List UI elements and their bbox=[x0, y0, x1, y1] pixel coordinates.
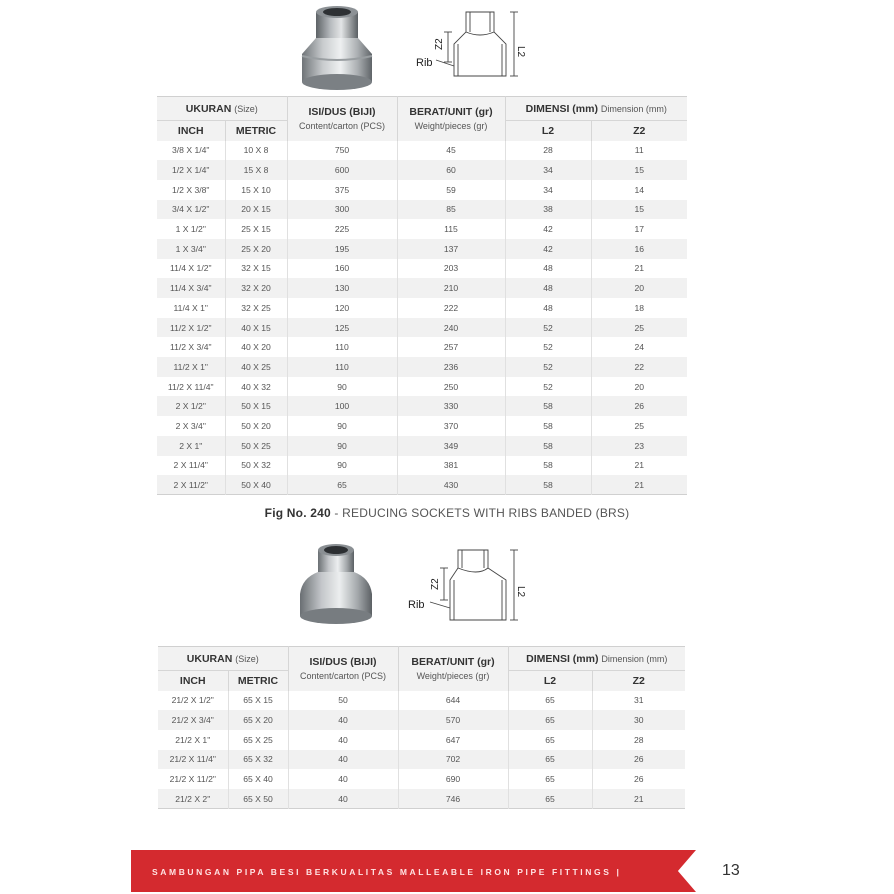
metric-cell: 65 X 25 bbox=[228, 730, 288, 750]
content-cell: 40 bbox=[288, 789, 398, 809]
z2-cell: 26 bbox=[592, 750, 685, 770]
weight-cell: 430 bbox=[397, 475, 505, 495]
weight-cell: 236 bbox=[397, 357, 505, 377]
table-row bbox=[157, 475, 687, 495]
inch-cell: 2 X 3/4" bbox=[157, 416, 225, 436]
content-cell: 375 bbox=[287, 180, 397, 200]
content-cell: 90 bbox=[287, 377, 397, 397]
isi-header: ISI/DUS (BIJI) Content/carton (PCS) bbox=[288, 647, 398, 691]
content-cell: 90 bbox=[287, 436, 397, 456]
inch-cell: 11/2 X 11/4" bbox=[157, 377, 225, 397]
metric-cell: 65 X 15 bbox=[228, 691, 288, 711]
l2-cell: 65 bbox=[508, 769, 592, 789]
table-row bbox=[157, 436, 687, 456]
inch-cell: 11/4 X 1" bbox=[157, 298, 225, 318]
l2-cell: 52 bbox=[505, 337, 591, 357]
weight-cell: 45 bbox=[397, 141, 505, 161]
metric-cell: 32 X 20 bbox=[225, 278, 287, 298]
inch-header: INCH bbox=[157, 121, 225, 141]
z2-cell: 15 bbox=[591, 160, 687, 180]
table-row bbox=[157, 180, 687, 200]
inch-cell: 2 X 1/2" bbox=[157, 396, 225, 416]
inch-cell: 21/2 X 2" bbox=[158, 789, 228, 809]
rib-label: Rib bbox=[416, 57, 433, 69]
dimensi-header: DIMENSI (mm) Dimension (mm) bbox=[505, 97, 687, 121]
isi-header: ISI/DUS (BIJI) Content/carton (PCS) bbox=[287, 97, 397, 141]
figure-number: Fig No. 240 bbox=[264, 506, 331, 520]
weight-cell: 203 bbox=[397, 259, 505, 279]
table-row bbox=[157, 396, 687, 416]
l2-cell: 52 bbox=[505, 318, 591, 338]
dimensi-header: DIMENSI (mm) Dimension (mm) bbox=[508, 647, 685, 671]
l2-cell: 58 bbox=[505, 475, 591, 495]
dimension-diagram-2 bbox=[406, 544, 536, 628]
metric-cell: 40 X 15 bbox=[225, 318, 287, 338]
l2-cell: 28 bbox=[505, 141, 591, 161]
weight-cell: 702 bbox=[398, 750, 508, 770]
table-row bbox=[158, 789, 685, 809]
content-cell: 50 bbox=[288, 691, 398, 711]
metric-cell: 65 X 40 bbox=[228, 769, 288, 789]
table-row bbox=[157, 377, 687, 397]
weight-cell: 250 bbox=[397, 377, 505, 397]
inch-cell: 11/4 X 3/4" bbox=[157, 278, 225, 298]
weight-cell: 60 bbox=[397, 160, 505, 180]
z2-cell: 28 bbox=[592, 730, 685, 750]
metric-cell: 50 X 40 bbox=[225, 475, 287, 495]
inch-cell: 3/8 X 1/4" bbox=[157, 141, 225, 161]
z2-cell: 20 bbox=[591, 377, 687, 397]
l2-header: L2 bbox=[508, 671, 592, 691]
l2-cell: 48 bbox=[505, 298, 591, 318]
inch-cell: 21/2 X 1/2" bbox=[158, 691, 228, 711]
content-cell: 40 bbox=[288, 710, 398, 730]
inch-cell: 2 X 11/2" bbox=[157, 475, 225, 495]
z2-cell: 14 bbox=[591, 180, 687, 200]
berat-header: BERAT/UNIT (gr) Weight/pieces (gr) bbox=[397, 97, 505, 141]
l2-label: L2 bbox=[515, 46, 526, 58]
spec-table-1 bbox=[157, 96, 687, 495]
l2-label: L2 bbox=[515, 586, 526, 598]
weight-cell: 257 bbox=[397, 337, 505, 357]
weight-cell: 370 bbox=[397, 416, 505, 436]
z2-cell: 21 bbox=[591, 259, 687, 279]
inch-cell: 21/2 X 11/4" bbox=[158, 750, 228, 770]
weight-cell: 690 bbox=[398, 769, 508, 789]
metric-cell: 40 X 25 bbox=[225, 357, 287, 377]
content-cell: 225 bbox=[287, 219, 397, 239]
weight-cell: 222 bbox=[397, 298, 505, 318]
content-cell: 100 bbox=[287, 396, 397, 416]
ukuran-header: UKURAN (Size) bbox=[158, 647, 288, 671]
metric-cell: 50 X 15 bbox=[225, 396, 287, 416]
content-cell: 195 bbox=[287, 239, 397, 259]
l2-cell: 34 bbox=[505, 180, 591, 200]
l2-cell: 58 bbox=[505, 436, 591, 456]
content-cell: 40 bbox=[288, 769, 398, 789]
inch-cell: 2 X 1" bbox=[157, 436, 225, 456]
table-row bbox=[157, 318, 687, 338]
metric-cell: 25 X 15 bbox=[225, 219, 287, 239]
inch-cell: 11/2 X 1" bbox=[157, 357, 225, 377]
inch-cell: 21/2 X 3/4" bbox=[158, 710, 228, 730]
dimension-diagram-1 bbox=[414, 6, 540, 86]
metric-cell: 15 X 8 bbox=[225, 160, 287, 180]
metric-header: METRIC bbox=[228, 671, 288, 691]
z2-cell: 26 bbox=[591, 396, 687, 416]
weight-cell: 85 bbox=[397, 200, 505, 220]
table-row bbox=[157, 219, 687, 239]
l2-cell: 42 bbox=[505, 219, 591, 239]
z2-cell: 22 bbox=[591, 357, 687, 377]
l2-cell: 38 bbox=[505, 200, 591, 220]
inch-cell: 3/4 X 1/2" bbox=[157, 200, 225, 220]
content-cell: 750 bbox=[287, 141, 397, 161]
z2-header: Z2 bbox=[592, 671, 685, 691]
content-cell: 120 bbox=[287, 298, 397, 318]
content-cell: 90 bbox=[287, 456, 397, 476]
z2-label: Z2 bbox=[430, 578, 441, 590]
z2-cell: 21 bbox=[592, 789, 685, 809]
weight-cell: 381 bbox=[397, 456, 505, 476]
weight-cell: 746 bbox=[398, 789, 508, 809]
l2-cell: 65 bbox=[508, 730, 592, 750]
inch-cell: 1/2 X 3/8" bbox=[157, 180, 225, 200]
ukuran-header: UKURAN (Size) bbox=[157, 97, 287, 121]
content-cell: 600 bbox=[287, 160, 397, 180]
z2-label: Z2 bbox=[434, 38, 445, 50]
metric-cell: 20 X 15 bbox=[225, 200, 287, 220]
table-row bbox=[157, 259, 687, 279]
z2-cell: 21 bbox=[591, 475, 687, 495]
content-cell: 110 bbox=[287, 357, 397, 377]
z2-cell: 11 bbox=[591, 141, 687, 161]
weight-cell: 349 bbox=[397, 436, 505, 456]
table-row bbox=[158, 710, 685, 730]
z2-cell: 23 bbox=[591, 436, 687, 456]
z2-cell: 26 bbox=[592, 769, 685, 789]
table-row bbox=[157, 160, 687, 180]
metric-cell: 32 X 15 bbox=[225, 259, 287, 279]
metric-cell: 65 X 50 bbox=[228, 789, 288, 809]
z2-cell: 18 bbox=[591, 298, 687, 318]
figure-1 bbox=[0, 0, 894, 92]
table-row bbox=[157, 416, 687, 436]
z2-cell: 31 bbox=[592, 691, 685, 711]
metric-cell: 25 X 20 bbox=[225, 239, 287, 259]
content-cell: 65 bbox=[287, 475, 397, 495]
l2-cell: 58 bbox=[505, 396, 591, 416]
l2-header: L2 bbox=[505, 121, 591, 141]
footer-text: SAMBUNGAN PIPA BESI BERKUALITAS MALLEABLE IRON PIPE FITTINGS | bbox=[152, 867, 622, 877]
metric-cell: 32 X 25 bbox=[225, 298, 287, 318]
figure-2 bbox=[0, 530, 894, 640]
content-cell: 300 bbox=[287, 200, 397, 220]
l2-cell: 48 bbox=[505, 259, 591, 279]
table-2-body bbox=[158, 691, 685, 809]
inch-cell: 11/4 X 1/2" bbox=[157, 259, 225, 279]
reducing-socket-photo-2 bbox=[294, 542, 380, 630]
metric-header: METRIC bbox=[225, 121, 287, 141]
table-1-body bbox=[157, 141, 687, 495]
z2-cell: 30 bbox=[592, 710, 685, 730]
spec-table-2 bbox=[158, 646, 685, 809]
metric-cell: 50 X 32 bbox=[225, 456, 287, 476]
weight-cell: 647 bbox=[398, 730, 508, 750]
weight-cell: 59 bbox=[397, 180, 505, 200]
l2-cell: 65 bbox=[508, 789, 592, 809]
content-cell: 40 bbox=[288, 730, 398, 750]
z2-cell: 20 bbox=[591, 278, 687, 298]
content-cell: 130 bbox=[287, 278, 397, 298]
weight-cell: 115 bbox=[397, 219, 505, 239]
z2-cell: 16 bbox=[591, 239, 687, 259]
l2-cell: 58 bbox=[505, 416, 591, 436]
figure-caption bbox=[0, 506, 894, 520]
metric-cell: 50 X 25 bbox=[225, 436, 287, 456]
figure-title: - REDUCING SOCKETS WITH RIBS BANDED (BRS) bbox=[330, 506, 630, 520]
content-cell: 90 bbox=[287, 416, 397, 436]
table-row bbox=[158, 691, 685, 711]
table-row bbox=[157, 298, 687, 318]
inch-cell: 11/2 X 1/2" bbox=[157, 318, 225, 338]
inch-cell: 1/2 X 1/4" bbox=[157, 160, 225, 180]
l2-cell: 42 bbox=[505, 239, 591, 259]
inch-cell: 2 X 11/4" bbox=[157, 456, 225, 476]
weight-cell: 644 bbox=[398, 691, 508, 711]
reducing-socket-photo-1 bbox=[296, 4, 382, 94]
table-row bbox=[158, 730, 685, 750]
weight-cell: 330 bbox=[397, 396, 505, 416]
inch-cell: 1 X 3/4" bbox=[157, 239, 225, 259]
table-row bbox=[157, 357, 687, 377]
metric-cell: 65 X 32 bbox=[228, 750, 288, 770]
table-row bbox=[157, 239, 687, 259]
z2-cell: 24 bbox=[591, 337, 687, 357]
metric-cell: 65 X 20 bbox=[228, 710, 288, 730]
table-row bbox=[157, 200, 687, 220]
berat-header: BERAT/UNIT (gr) Weight/pieces (gr) bbox=[398, 647, 508, 691]
inch-cell: 21/2 X 11/2" bbox=[158, 769, 228, 789]
l2-cell: 52 bbox=[505, 357, 591, 377]
page-number: 13 bbox=[722, 862, 740, 879]
metric-cell: 15 X 10 bbox=[225, 180, 287, 200]
l2-cell: 65 bbox=[508, 710, 592, 730]
table-row bbox=[158, 769, 685, 789]
weight-cell: 137 bbox=[397, 239, 505, 259]
table-row bbox=[158, 750, 685, 770]
inch-cell: 11/2 X 3/4" bbox=[157, 337, 225, 357]
rib-label: Rib bbox=[408, 599, 425, 611]
l2-cell: 48 bbox=[505, 278, 591, 298]
z2-cell: 17 bbox=[591, 219, 687, 239]
content-cell: 40 bbox=[288, 750, 398, 770]
inch-header: INCH bbox=[158, 671, 228, 691]
content-cell: 110 bbox=[287, 337, 397, 357]
l2-cell: 34 bbox=[505, 160, 591, 180]
metric-cell: 10 X 8 bbox=[225, 141, 287, 161]
z2-header: Z2 bbox=[591, 121, 687, 141]
metric-cell: 40 X 32 bbox=[225, 377, 287, 397]
l2-cell: 65 bbox=[508, 750, 592, 770]
metric-cell: 40 X 20 bbox=[225, 337, 287, 357]
weight-cell: 240 bbox=[397, 318, 505, 338]
z2-cell: 25 bbox=[591, 318, 687, 338]
weight-cell: 210 bbox=[397, 278, 505, 298]
z2-cell: 25 bbox=[591, 416, 687, 436]
content-cell: 125 bbox=[287, 318, 397, 338]
table-row bbox=[157, 278, 687, 298]
z2-cell: 15 bbox=[591, 200, 687, 220]
l2-cell: 58 bbox=[505, 456, 591, 476]
l2-cell: 52 bbox=[505, 377, 591, 397]
inch-cell: 1 X 1/2" bbox=[157, 219, 225, 239]
inch-cell: 21/2 X 1" bbox=[158, 730, 228, 750]
z2-cell: 21 bbox=[591, 456, 687, 476]
weight-cell: 570 bbox=[398, 710, 508, 730]
l2-cell: 65 bbox=[508, 691, 592, 711]
table-row bbox=[157, 337, 687, 357]
table-row bbox=[157, 141, 687, 161]
table-row bbox=[157, 456, 687, 476]
metric-cell: 50 X 20 bbox=[225, 416, 287, 436]
content-cell: 160 bbox=[287, 259, 397, 279]
